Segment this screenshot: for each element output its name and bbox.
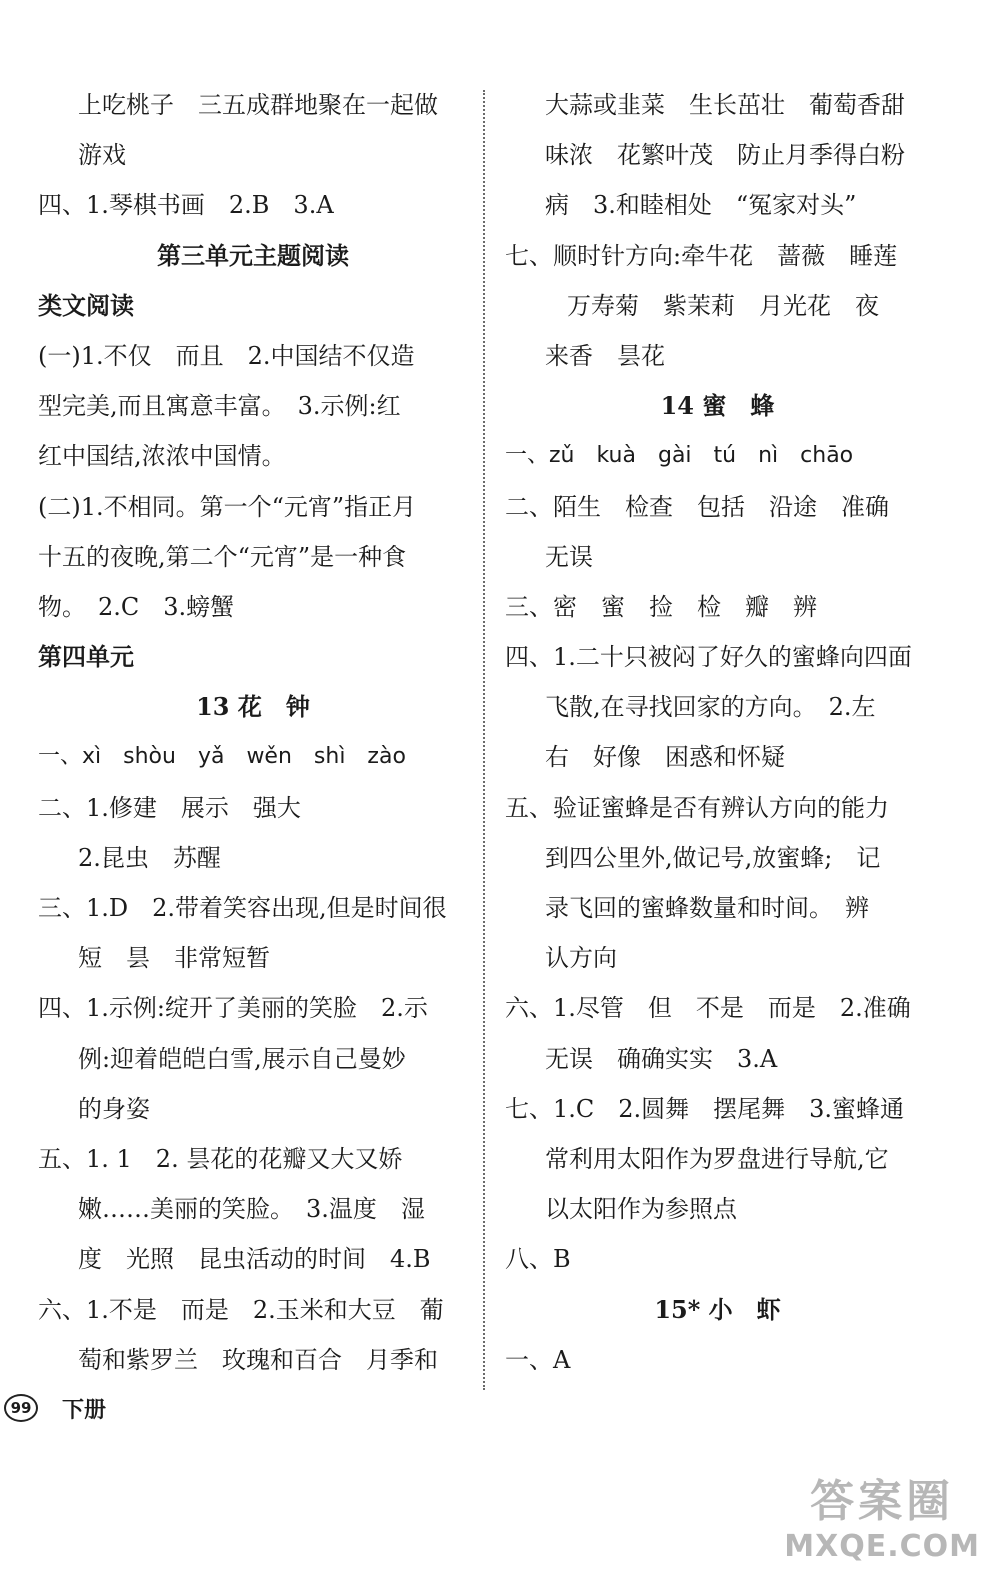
answer-line: 常利用太阳作为罗盘进行导航,它 [545, 1144, 889, 1173]
answer-line: 萄和紫罗兰 玫瑰和百合 月季和 [78, 1345, 438, 1374]
answer-line: 七、顺时针方向:牵牛花 蔷薇 睡莲 [505, 241, 898, 270]
answer-line: 到四公里外,做记号,放蜜蜂; 记 [545, 843, 881, 872]
answer-line: 例:迎着皑皑白雪,展示自己曼妙 [78, 1044, 406, 1073]
answer-line: 第四单元 [38, 642, 134, 672]
answer-line: 一、xì shòu yǎ wěn shì zào [38, 744, 406, 770]
answer-line: 四、1.示例:绽开了美丽的笑脸 2.示 [38, 994, 428, 1023]
answer-line: 游戏 [78, 141, 126, 170]
answer-line: 大蒜或韭菜 生长茁壮 葡萄香甜 [545, 91, 905, 119]
answer-line: 第三单元主题阅读 [157, 240, 349, 270]
answer-line: 三、密 蜜 捡 检 瓣 辨 [505, 592, 817, 621]
answer-line: 一、zǔ kuà gài tú nì chāo [505, 443, 854, 469]
right-column [505, 80, 930, 1385]
answer-line: 物。 2.C 3.螃蟹 [38, 592, 235, 621]
answer-line: 三、1.D 2.带着笑容出现,但是时间很 [38, 894, 447, 922]
answer-line: 五、验证蜜蜂是否有辨认方向的能力 [505, 793, 889, 822]
page-footer [4, 1388, 106, 1428]
answer-line: 嫩……美丽的笑脸。 3.温度 湿 [78, 1195, 425, 1224]
answer-line: (二)1.不相同。第一个“元宵”指正月 [38, 492, 417, 521]
left-column [38, 80, 468, 1385]
answer-line: 右 好像 困惑和怀疑 [545, 743, 785, 772]
answer-line: 味浓 花繁叶茂 防止月季得白粉 [545, 141, 905, 170]
answer-line: 型完美,而且寓意丰富。 3.示例:红 [38, 392, 401, 421]
answer-line: 二、陌生 检查 包括 沿途 准确 [505, 492, 889, 521]
answer-line: 上吃桃子 三五成群地聚在一起做 [78, 91, 438, 119]
watermark [784, 1465, 980, 1564]
answer-line: 一、A [505, 1345, 571, 1374]
answer-line: 七、1.C 2.圆舞 摆尾舞 3.蜜蜂通 [505, 1094, 905, 1123]
answer-line: 十五的夜晚,第二个“元宵”是一种食 [38, 542, 407, 571]
answer-line: 无误 [545, 542, 593, 571]
column-divider [483, 90, 485, 1390]
book-volume-label: 下册 [62, 1397, 107, 1423]
answer-line: 13 花 钟 [196, 692, 310, 722]
answer-line: (一)1.不仅 而且 2.中国结不仅造 [38, 341, 415, 370]
answer-line: 类文阅读 [38, 290, 134, 320]
answer-line: 病 3.和睦相处 “冤家对头” [545, 191, 857, 220]
answer-line: 四、1.二十只被闷了好久的蜜蜂向四面 [505, 643, 912, 672]
answer-line: 八、B [505, 1245, 571, 1274]
answer-line: 六、1.尽管 但 不是 而是 2.准确 [505, 994, 911, 1023]
answer-line: 红中国结,浓浓中国情。 [38, 442, 286, 471]
answer-line: 的身姿 [78, 1094, 150, 1123]
watermark-url: MXQE.COM [784, 1529, 980, 1564]
answer-line: 飞散,在寻找回家的方向。 2.左 [545, 693, 876, 722]
answer-line: 认方向 [545, 944, 617, 973]
answer-line: 录飞回的蜜蜂数量和时间。 辨 [545, 894, 869, 922]
answer-line: 短 昙 非常短暂 [78, 944, 270, 973]
page-number: 99 [4, 1394, 38, 1422]
answer-line: 以太阳作为参照点 [545, 1195, 737, 1224]
answer-line: 四、1.琴棋书画 2.B 3.A [38, 191, 334, 220]
answer-line: 五、1. 1 2. 昙花的花瓣又大又娇 [38, 1144, 403, 1173]
answer-line: 15* 小 虾 [654, 1294, 781, 1324]
answer-line: 无误 确确实实 3.A [545, 1044, 778, 1073]
answer-line: 2.昆虫 苏醒 [78, 843, 221, 872]
answer-line: 万寿菊 紫茉莉 月光花 夜 [567, 291, 879, 320]
watermark-logo: 答案圈 [810, 1476, 955, 1527]
answer-line: 六、1.不是 而是 2.玉米和大豆 葡 [38, 1295, 444, 1324]
answer-line: 来香 昙花 [545, 341, 665, 370]
answer-line: 14 蜜 蜂 [660, 391, 775, 421]
answer-line: 度 光照 昆虫活动的时间 4.B [78, 1245, 431, 1274]
answer-line: 二、1.修建 展示 强大 [38, 793, 301, 822]
